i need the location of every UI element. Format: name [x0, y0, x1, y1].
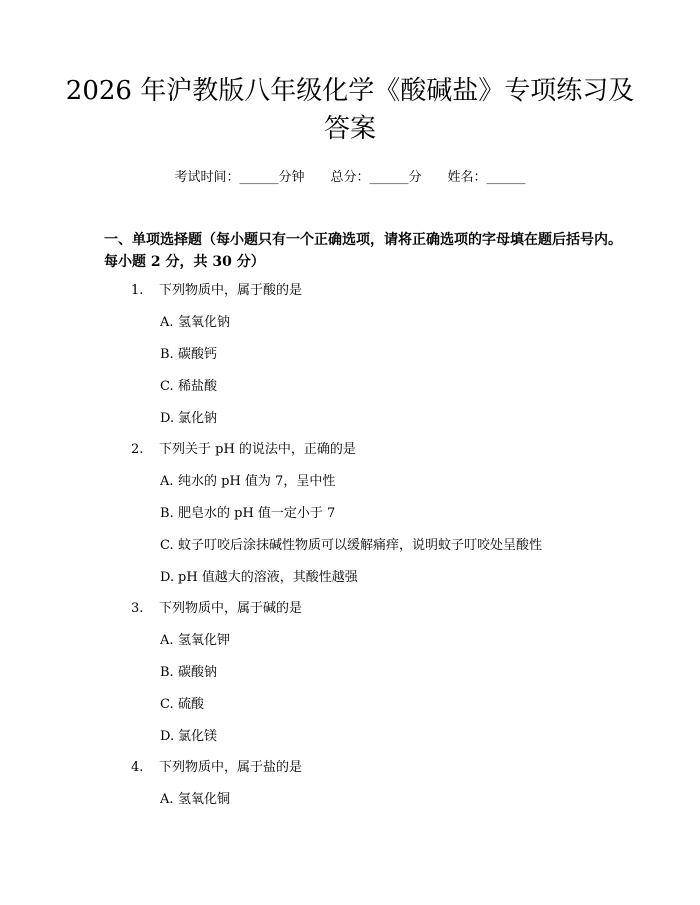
- option-text: 纯水的 pH 值为 7，呈中性: [178, 474, 336, 489]
- option-text: 肥皂水的 pH 值一定小于 7: [178, 506, 336, 521]
- question-3-option-d: [160, 727, 217, 747]
- student-name: 姓名：______: [447, 170, 526, 185]
- question-text: 下列物质中，属于盐的是: [159, 760, 303, 775]
- question-2-option-a: [160, 472, 335, 492]
- section-heading: 一、单项选择题（每小题只有一个正确选项，请将正确选项的字母填在题后括号内。每小题 2 分，共 30 分）: [104, 232, 622, 270]
- option-letter: A.: [160, 633, 174, 648]
- option-letter: C.: [160, 379, 174, 394]
- question-1-option-d: [160, 409, 217, 429]
- question-number: 1.: [131, 283, 144, 298]
- question-text: 下列物质中，属于碱的是: [159, 601, 303, 616]
- exam-time: 考试时间：______分钟: [174, 170, 305, 185]
- question-2-option-c: [160, 536, 542, 556]
- question-number: 4.: [131, 760, 144, 775]
- question-3: [131, 599, 302, 619]
- question-3-option-a: [160, 631, 230, 651]
- question-text: 下列物质中，属于酸的是: [159, 283, 303, 298]
- question-2: [131, 440, 356, 460]
- option-letter: D.: [160, 729, 175, 744]
- question-3-option-b: [160, 663, 217, 683]
- option-text: 氢氧化铜: [178, 792, 231, 807]
- question-1: [131, 281, 302, 301]
- question-number: 2.: [131, 442, 144, 457]
- total-score: 总分：______分: [330, 170, 422, 185]
- option-letter: A.: [160, 474, 174, 489]
- option-letter: A.: [160, 315, 174, 330]
- exam-info: [0, 168, 700, 188]
- option-text: 氯化钠: [178, 411, 218, 426]
- option-text: 稀盐酸: [178, 379, 218, 394]
- question-1-option-c: [160, 377, 217, 397]
- option-letter: B.: [160, 665, 174, 680]
- option-text: 蚊子叮咬后涂抹碱性物质可以缓解痛痒，说明蚊子叮咬处呈酸性: [178, 538, 543, 553]
- option-text: 氯化镁: [178, 729, 218, 744]
- option-letter: B.: [160, 506, 174, 521]
- option-text: 氢氧化钾: [178, 633, 231, 648]
- question-3-option-c: [160, 695, 204, 715]
- question-4-option-a: [160, 790, 230, 810]
- question-4: [131, 758, 302, 778]
- option-text: 氢氧化钠: [178, 315, 231, 330]
- option-text: 碳酸钙: [178, 347, 218, 362]
- option-text: 碳酸钠: [178, 665, 218, 680]
- question-1-option-b: [160, 345, 217, 365]
- page-title: 2026 年沪教版八年级化学《酸碱盐》专项练习及答案: [65, 76, 635, 144]
- question-text: 下列关于 pH 的说法中，正确的是: [159, 442, 356, 457]
- option-letter: D.: [160, 411, 175, 426]
- option-text: 硫酸: [178, 697, 205, 712]
- question-2-option-d: [160, 568, 358, 588]
- question-2-option-b: [160, 504, 335, 524]
- option-letter: D.: [160, 570, 175, 585]
- question-1-option-a: [160, 313, 230, 333]
- option-text: pH 值越大的溶液，其酸性越强: [178, 570, 358, 585]
- option-letter: C.: [160, 697, 174, 712]
- question-number: 3.: [131, 601, 144, 616]
- option-letter: B.: [160, 347, 174, 362]
- option-letter: C.: [160, 538, 174, 553]
- option-letter: A.: [160, 792, 174, 807]
